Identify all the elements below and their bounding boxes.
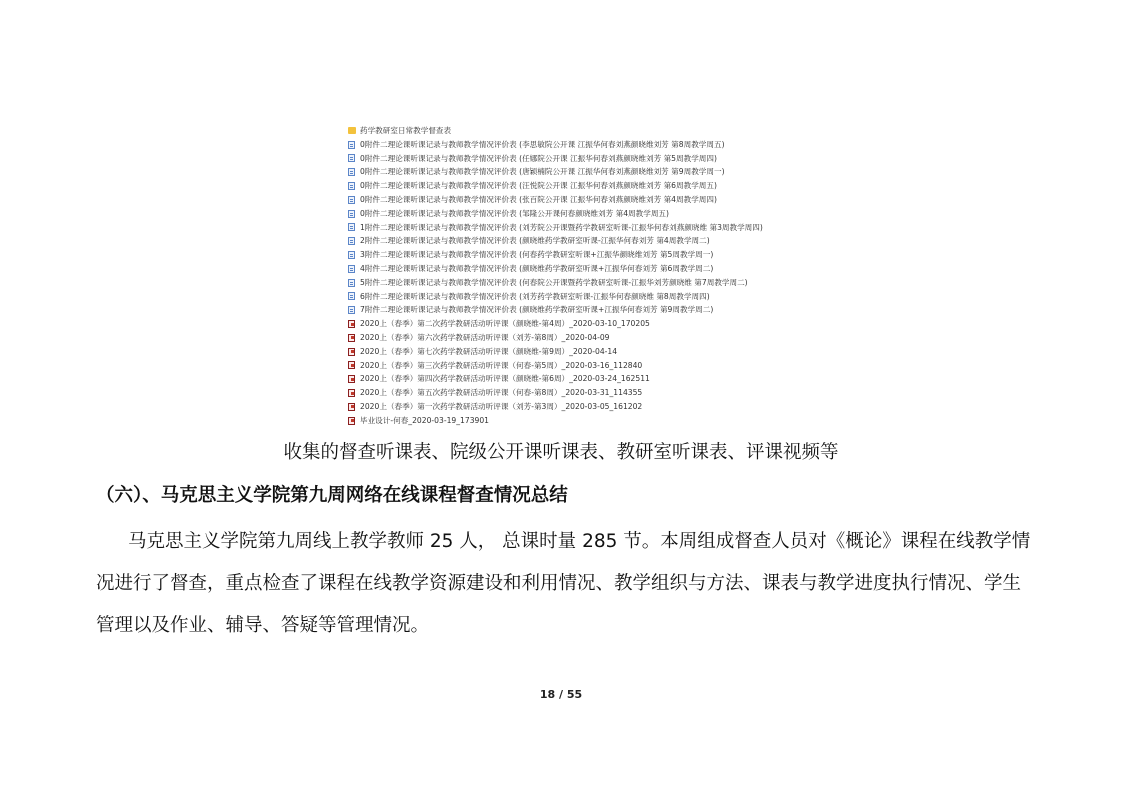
file-row <box>348 317 808 331</box>
file-name: 6附件二理论课听课记录与教师教学情况评价表 (刘芳药学教研室听课-江振华何春颜晓维 第8周教学周四) <box>360 291 710 301</box>
file-list-screenshot <box>348 124 808 428</box>
page-number: 18 / 55 <box>539 688 583 701</box>
file-name: 2附件二理论课听课记录与教师教学情况评价表 (颜晓维药学教研室听课-江振华何春刘芳 第4周教学周二) <box>360 236 710 246</box>
file-name: 0附件二理论课听课记录与教师教学情况评价表 (邹隆公开课何春颜晓维刘芳 第4周教学周五) <box>360 208 669 218</box>
document-icon <box>348 306 355 314</box>
file-name: 2020上（春季）第五次药学教研活动听评课（何春-第8周）_2020-03-31_114355 <box>360 388 643 398</box>
document-icon <box>348 154 355 162</box>
document-icon <box>348 223 355 231</box>
file-name: 2020上（春季）第七次药学教研活动听评课（颜晓维-第9周）_2020-04-14 <box>360 346 618 356</box>
file-name: 4附件二理论课听课记录与教师教学情况评价表 (颜晓维药学教研室听课+江振华何春刘芳 第6周教学周二) <box>360 263 714 273</box>
file-name: 0附件二理论课听课记录与教师教学情况评价表 (唐颖楠院公开课 江振华何春刘燕颜晓维刘芳 第9周教学周一) <box>360 167 725 177</box>
document-icon <box>348 210 355 218</box>
file-row <box>348 179 808 193</box>
file-name: 5附件二理论课听课记录与教师教学情况评价表 (何春院公开课暨药学教研室听课-江振华刘芳颜晓维 第7周教学周二) <box>360 277 748 287</box>
document-icon <box>348 251 355 259</box>
file-name: 3附件二理论课听课记录与教师教学情况评价表 (何春药学教研室听课+江振华颜晓维刘芳 第5周教学周一) <box>360 250 714 260</box>
file-row <box>348 290 808 304</box>
file-row <box>348 165 808 179</box>
file-row <box>348 138 808 152</box>
video-file-icon <box>348 375 355 383</box>
file-name: 0附件二理论课听课记录与教师教学情况评价表 (张百院公开课 江振华何春刘燕颜晓维刘芳 第4周教学周四) <box>360 194 717 204</box>
file-name: 7附件二理论课听课记录与教师教学情况评价表 (颜晓维药学教研室听课+江振华何春刘芳 第9周教学周二) <box>360 305 714 315</box>
section-heading: （六）、马克思主义学院第九周网络在线课程督查情况总结 <box>96 485 568 506</box>
video-file-icon <box>348 361 355 369</box>
file-row <box>348 248 808 262</box>
body-paragraph: 马克思主义学院第九周线上教学教师 25 人， 总课时量 285 节。本周组成督查人员对《概论》课程在线教学情况进行了督查，重点检查了课程在线教学资源建设和利用情况、教学组织与方法、课表与教学进度执行情况、学生管理以及作业、辅导、答疑等管理情况。 <box>96 531 1031 636</box>
file-row <box>348 221 808 235</box>
video-file-icon <box>348 403 355 411</box>
file-name: 2020上（春季）第六次药学教研活动听评课（刘芳-第8周）_2020-04-09 <box>360 332 610 342</box>
video-file-icon <box>348 334 355 342</box>
folder-icon <box>348 127 356 134</box>
file-name: 1附件二理论课听课记录与教师教学情况评价表 (刘芳院公开课暨药学教研室听课-江振华何春刘燕颜晓维 第3周教学周四) <box>360 222 763 232</box>
file-row <box>348 386 808 400</box>
document-icon <box>348 168 355 176</box>
file-name: 毕业设计-何春_2020-03-19_173901 <box>360 415 490 425</box>
document-icon <box>348 196 355 204</box>
document-icon <box>348 182 355 190</box>
file-name: 0附件二理论课听课记录与教师教学情况评价表 (汪悦院公开课 江振华何春刘燕颜晓维刘芳 第6周教学周五) <box>360 181 717 191</box>
file-row <box>348 303 808 317</box>
file-row <box>348 152 808 166</box>
file-row <box>348 234 808 248</box>
document-icon <box>348 237 355 245</box>
file-row <box>348 262 808 276</box>
file-row <box>348 400 808 414</box>
file-row <box>348 207 808 221</box>
video-file-icon <box>348 389 355 397</box>
file-row <box>348 359 808 373</box>
figure-caption: 收集的督查听课表、院级公开课听课表、教研室听课表、评课视频等 <box>283 442 839 463</box>
file-row-folder <box>348 124 808 138</box>
folder-name: 药学教研室日常教学督查表 <box>360 126 452 135</box>
video-file-icon <box>348 417 355 425</box>
file-row <box>348 345 808 359</box>
file-name: 2020上（春季）第二次药学教研活动听评课（颜晓维-第4周）_2020-03-10_170205 <box>360 319 650 329</box>
file-name: 0附件二理论课听课记录与教师教学情况评价表 (李思敏院公开课 江振华何春刘燕颜晓维刘芳 第8周教学周五) <box>360 139 725 149</box>
file-row <box>348 276 808 290</box>
file-name: 0附件二理论课听课记录与教师教学情况评价表 (任娜院公开课 江振华何春刘燕颜晓维刘芳 第5周教学周四) <box>360 153 717 163</box>
file-row <box>348 331 808 345</box>
file-row <box>348 414 808 428</box>
file-name: 2020上（春季）第一次药学教研活动听评课（刘芳-第3周）_2020-03-05_161202 <box>360 401 643 411</box>
file-row <box>348 193 808 207</box>
file-name: 2020上（春季）第四次药学教研活动听评课（颜晓维-第6周）_2020-03-24_162511 <box>360 374 650 384</box>
document-icon <box>348 141 355 149</box>
file-row <box>348 372 808 386</box>
file-name: 2020上（春季）第三次药学教研活动听评课（何春-第5周）_2020-03-16_112840 <box>360 360 643 370</box>
document-icon <box>348 279 355 287</box>
video-file-icon <box>348 320 355 328</box>
video-file-icon <box>348 348 355 356</box>
document-icon <box>348 292 355 300</box>
document-icon <box>348 265 355 273</box>
